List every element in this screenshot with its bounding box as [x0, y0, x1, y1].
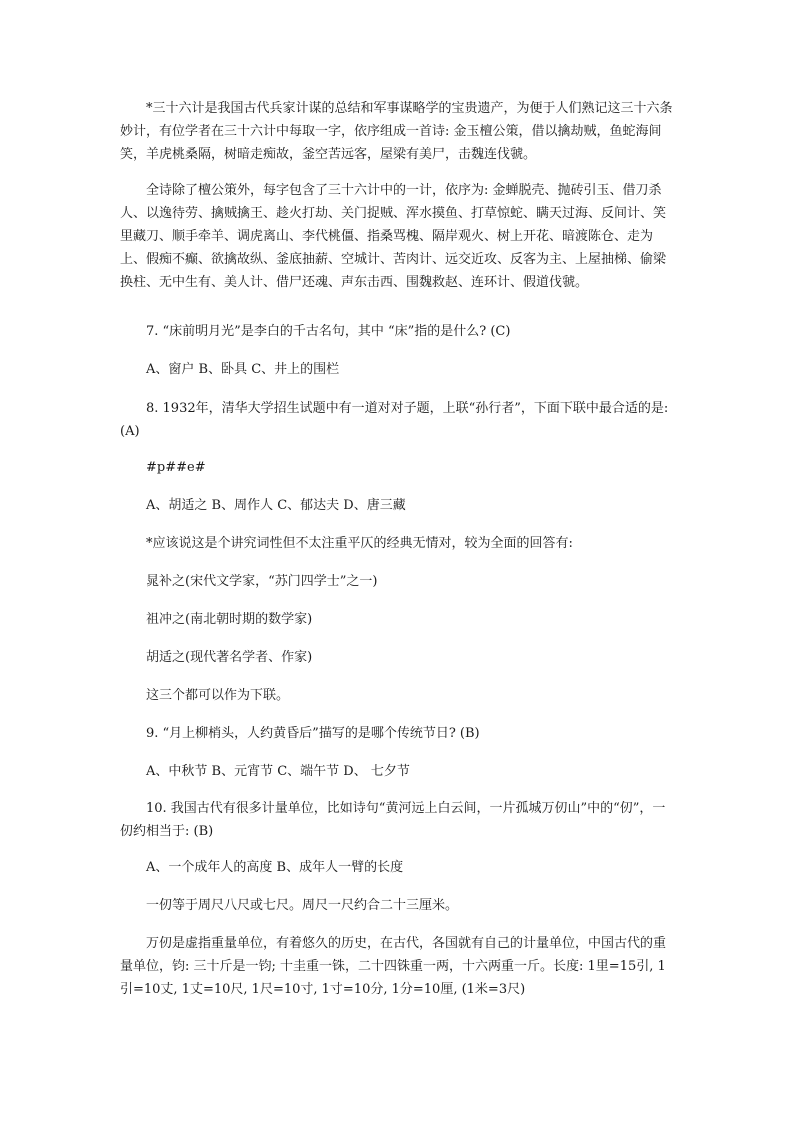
paragraph-stratagems-list: 全诗除了檀公策外，每字包含了三十六计中的一计，依序为: 金蝉脱壳、抛砖引玉、借刀杀人、以逸待劳、擒贼擒王、趁火打劫、关门捉贼、浑水摸鱼、打草惊蛇、瞒天过海、反间计、笑里藏刀、顺手牵羊、调虎离山、李代桃僵、指桑骂槐、隔岸观火、树上开花、暗渡陈仓、走为上、假痴不癫、欲擒故纵、釜底抽薪、空城计、苦肉计、远交近攻、反客为主、上屋抽梯、偷梁换柱、无中生有、美人计、借尸还魂、声东击西、围魏救赵、连环计、假道伐虢。: [120, 183, 667, 290]
answer-conclusion: 这三个都可以作为下联。: [146, 688, 290, 703]
question-10-options: A、一个成年人的高度 B、成年人一臂的长度: [146, 860, 404, 875]
question-10-explanation: 一仞等于周尺八尺或七尺。周尺一尺约合二十三厘米。: [146, 898, 459, 913]
answer-hu-shizhi: 胡适之(现代著名学者、作家): [146, 650, 313, 665]
question-10: 10. 我国古代有很多计量单位，比如诗句“黄河远上白云间，一片孤城万仞山”中的“仞”，一仞约相当于: (B): [120, 801, 666, 839]
page-marker: #p##e#: [146, 460, 206, 475]
question-7-options: A、窗户 B、卧具 C、井上的围栏: [146, 362, 340, 377]
question-9-options: A、中秋节 B、元宵节 C、端午节 D、 七夕节: [146, 764, 410, 779]
answer-zu-chongzhi: 祖冲之(南北朝时期的数学家): [146, 612, 313, 627]
paragraph-thirty-six-stratagems-intro: *三十六计是我国古代兵家计谋的总结和军事谋略学的宝贵遗产，为便于人们熟记这三十六条妙计，有位学者在三十六计中每取一字，依序组成一首诗: 金玉檀公策，借以擒劫贼，鱼蛇海间笑，羊虎桃桑隔，树暗走痴故，釜空苦远客，屋梁有美尸，击魏连伐虢。: [120, 101, 673, 162]
question-8-options: A、胡适之 B、周作人 C、郁达夫 D、唐三藏: [146, 498, 406, 513]
answer-chao-buzhi: 晁补之(宋代文学家，“苏门四学士”之一): [146, 574, 378, 589]
question-9: 9. “月上柳梢头，人约黄昏后”描写的是哪个传统节日? (B): [146, 726, 480, 741]
question-8-explanation: *应该说这是个讲究词性但不太注重平仄的经典无情对，较为全面的回答有:: [146, 536, 573, 551]
paragraph-measurement-units: 万仞是虚指重量单位，有着悠久的历史，在古代，各国就有自己的计量单位，中国古代的重量单位，钧: 三十斤是一钧; 十圭重一铢，二十四铢重一两，十六两重一斤。长度: 1里=15引, 1引=10丈, 1丈=10尺, 1尺=10寸, 1寸=10分, 1分=10厘, (1米=3尺): [120, 936, 667, 997]
question-8: 8. 1932年，清华大学招生试题中有一道对对子题，上联“孙行者”，下面下联中最合适的是: (A): [120, 401, 669, 439]
question-7: 7. “床前明月光”是李白的千古名句，其中 “床”指的是什么? (C): [146, 324, 511, 339]
